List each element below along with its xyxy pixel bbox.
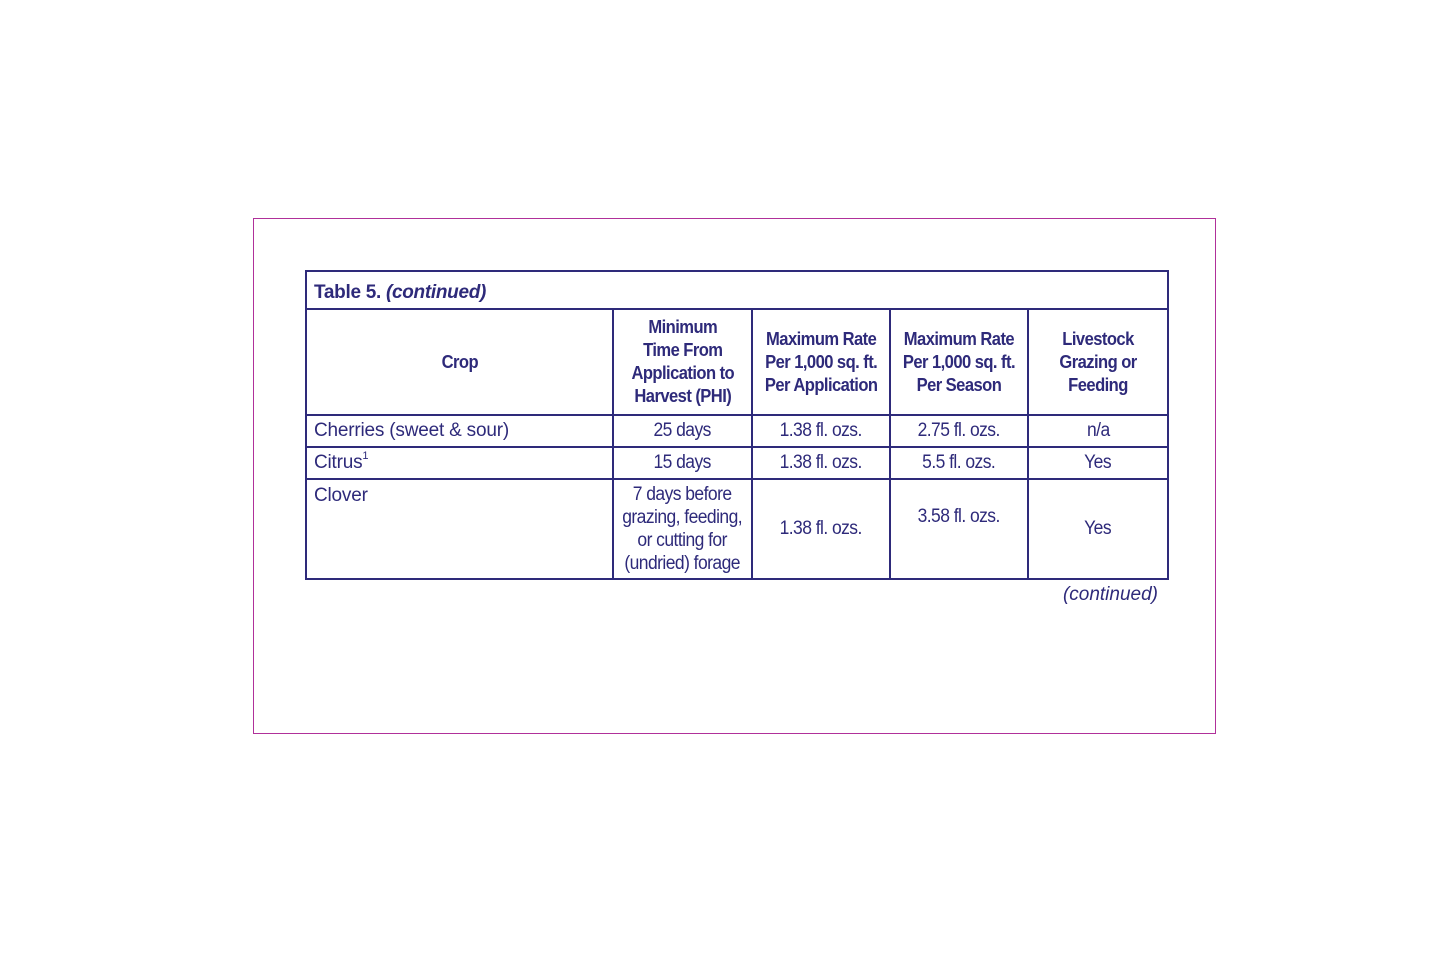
header-crop: Crop (306, 309, 613, 415)
livestock-cell: Yes (1028, 479, 1168, 579)
table-row (306, 447, 1168, 479)
table-title-prefix: Table 5. (314, 282, 381, 303)
crop-cell: Clover (306, 479, 613, 579)
phi-cell: 15 days (613, 447, 752, 479)
crop-cell: Citrus$^1$ (306, 447, 613, 479)
rate-season-cell: 3.58 fl. ozs. (890, 479, 1028, 579)
table-header-row (306, 309, 1168, 415)
rate-season-cell: 2.75 fl. ozs. (890, 415, 1028, 447)
table-title-suffix: (continued) (385, 282, 487, 303)
header-rate-per-season: Maximum Rate Per 1,000 sq. ft. Per Season (890, 309, 1028, 415)
header-livestock: Livestock Grazing or Feeding (1028, 309, 1168, 415)
crop-table (305, 270, 1169, 580)
header-rate-per-application: Maximum Rate Per 1,000 sq. ft. Per Application (752, 309, 890, 415)
rate-application-cell: 1.38 fl. ozs. (752, 415, 890, 447)
phi-cell: 7 days before grazing, feeding, or cutting for (undried) forage (613, 479, 752, 579)
continued-note: (continued) (1062, 584, 1158, 605)
table-row (306, 479, 1168, 579)
table-row (306, 415, 1168, 447)
header-phi: Minimum Time From Application to Harvest (PHI) (613, 309, 752, 415)
phi-cell: 25 days (613, 415, 752, 447)
rate-application-cell: 1.38 fl. ozs. (752, 479, 890, 579)
rate-application-cell: 1.38 fl. ozs. (752, 447, 890, 479)
table-title-row (306, 271, 1168, 309)
livestock-cell: Yes (1028, 447, 1168, 479)
footnote-marker: 1 (362, 450, 369, 462)
rate-season-cell: 5.5 fl. ozs. (890, 447, 1028, 479)
table-title (306, 271, 1168, 309)
crop-cell: Cherries (sweet & sour) (306, 415, 613, 447)
livestock-cell: n/a (1028, 415, 1168, 447)
